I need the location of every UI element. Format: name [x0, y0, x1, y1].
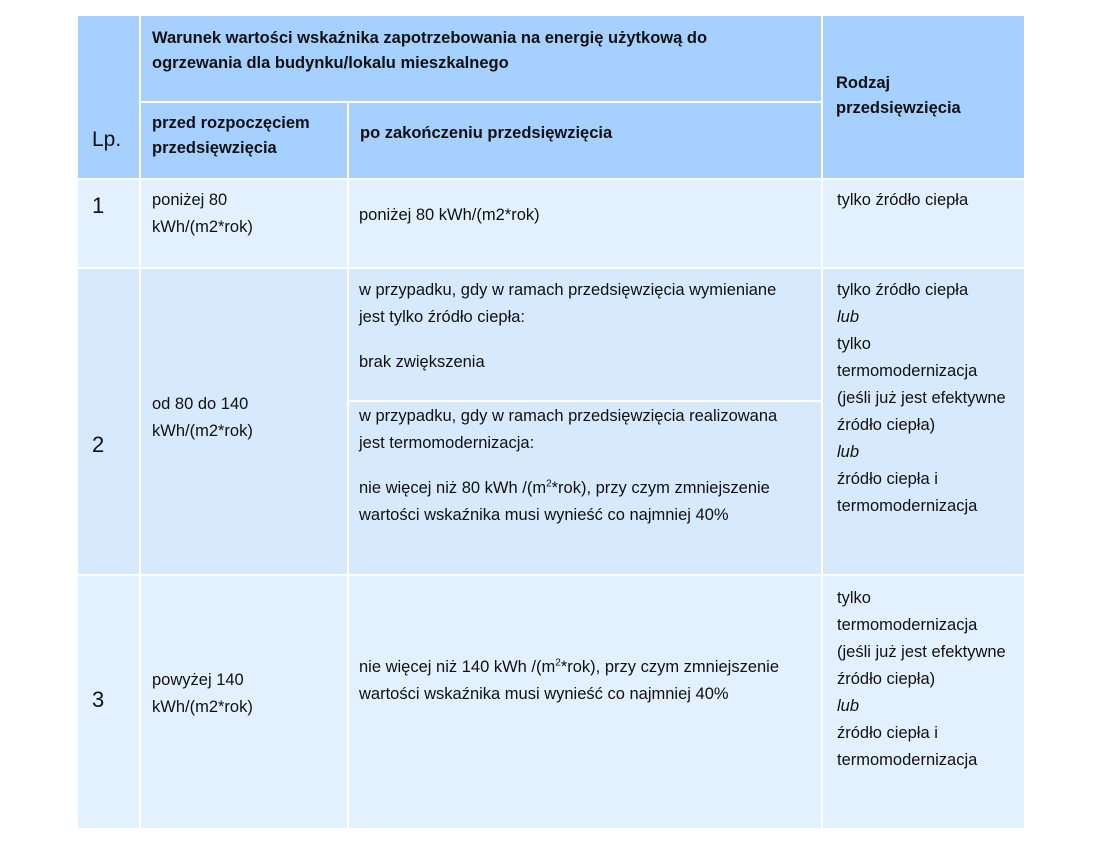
row-3-type-2: źródło ciepła i termomodernizacja [837, 724, 978, 769]
header-after: po zakończeniu przedsięwzięcia [348, 102, 822, 179]
grid-line [78, 574, 1024, 576]
grid-line [348, 400, 822, 402]
row-2-type-2: tylko termomodernizacja (jeśli już jest efektywne źródło ciepła) [837, 335, 1006, 434]
row-2-lp: 2 [92, 432, 105, 457]
requirements-table [78, 16, 1024, 828]
row-3-type-or: lub [837, 697, 860, 715]
row-2-after-a-value: brak zwiększenia [359, 353, 485, 371]
row-2-after-a [359, 277, 779, 376]
header-lp-cell [78, 16, 140, 179]
grid-line [78, 267, 1024, 269]
row-3-after: nie więcej niż 140 kWh $/(m^2*rok)$, przy czym zmniejszenie wartości wskaźnika musi wynieść co najmniej 40% [359, 657, 780, 703]
grid-line [78, 178, 1024, 180]
grid-line [347, 102, 349, 828]
row-3-lp: 3 [92, 687, 105, 712]
row-3-type-1: tylko termomodernizacja (jeśli już jest efektywne źródło ciepła) [837, 589, 1006, 688]
row-1-before: poniżej 80 kWh/(m2*rok) [152, 191, 253, 236]
grid-line [821, 16, 823, 828]
header-condition-title: Warunek wartości wskaźnika zapotrzebowania na energię użytkową do ogrzewania dla budynku/lokalu mieszkalnego [140, 16, 822, 102]
row-3-type [837, 585, 1012, 774]
row-2-type-or-1: lub [837, 308, 860, 326]
header-type: Rodzaj przedsięwzięcia [822, 16, 1024, 179]
row-3-before: powyżej 140 kWh/(m2*rok) [152, 671, 253, 716]
row-2-type-3: źródło ciepła i termomodernizacja [837, 470, 978, 515]
row-1-lp: 1 [92, 193, 105, 218]
row-1-after: poniżej 80 kWh/(m2*rok) [359, 206, 540, 224]
row-1-type: tylko źródło ciepła [837, 191, 969, 209]
row-2-after-b-intro: w przypadku, gdy w ramach przedsięwzięcia realizowana jest termomodernizacja: [359, 407, 778, 452]
row-2-type [837, 277, 1012, 520]
header-before: przed rozpoczęciem przedsięwzięcia [140, 102, 348, 179]
row-2-type-or-2: lub [837, 443, 860, 461]
row-2-after-a-intro: w przypadku, gdy w ramach przedsięwzięcia wymieniane jest tylko źródło ciepła: [359, 281, 777, 326]
row-2-type-1: tylko źródło ciepła [837, 281, 969, 299]
row-2-after-b-value: nie więcej niż 80 kWh $/(m^2*rok)$, przy czym zmniejszenie wartości wskaźnika musi wynieść co najmniej 40% [359, 478, 770, 524]
row-2-before: od 80 do 140 kWh/(m2*rok) [152, 395, 253, 440]
grid-line [140, 101, 822, 103]
row-2-after-b [359, 403, 799, 529]
grid-line [139, 16, 141, 828]
header-lp: Lp. [92, 128, 122, 151]
